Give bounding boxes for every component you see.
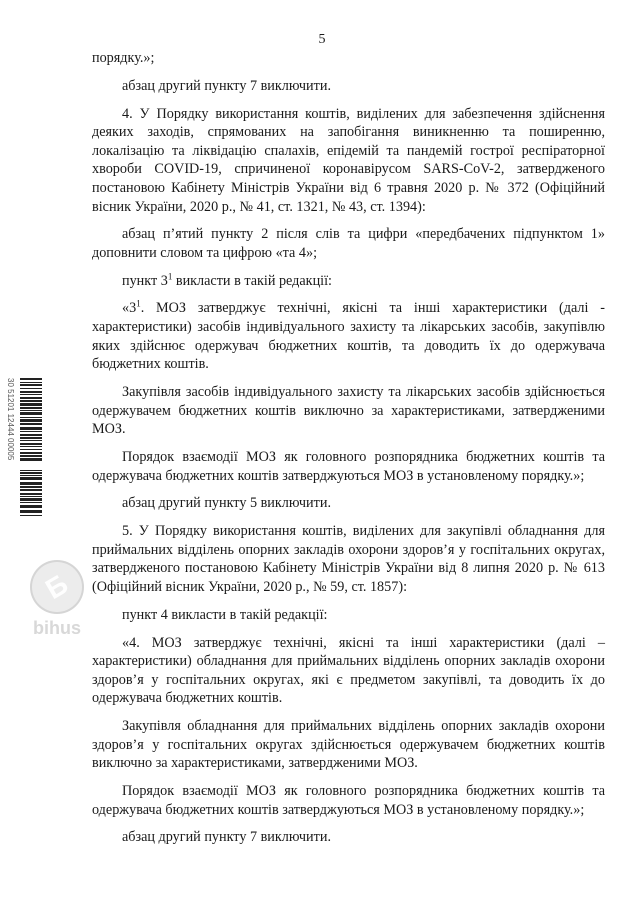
paragraph: Порядок взаємодії МОЗ як головного розпорядника бюджетних коштів та одержувача бюджетних коштів затверджуються МОЗ в установленому порядку.»;: [92, 783, 605, 818]
barcode-bar: [20, 455, 42, 457]
barcode-bar: [20, 515, 42, 516]
barcode-bar: [20, 382, 42, 383]
barcode-bar: [20, 493, 42, 495]
document-body: [92, 49, 605, 856]
barcode-bar: [20, 419, 42, 422]
barcode-bar: [20, 502, 42, 503]
barcode-bar: [20, 452, 42, 454]
barcode-bar: [20, 475, 42, 476]
barcode-bar: [20, 384, 42, 386]
barcode-bar: [20, 486, 42, 488]
text-run: викласти в такій редакції:: [172, 272, 332, 289]
paragraph: абзац другий пункту 5 виключити.: [122, 495, 331, 512]
paragraph: «4. МОЗ затверджує технічні, якісні та інші характеристики (далі – характеристики) обладнання для приймальних відділень опорних закладів охорони здоров’я у госпітальних округах, які є предметом закупівлі, та доводить їх до одержувача бюджетних коштів.: [92, 634, 605, 707]
barcode-bar: [20, 391, 42, 393]
barcode-bar: [20, 417, 42, 418]
barcode-bar: [20, 446, 42, 447]
barcode-bar: [20, 400, 42, 402]
barcode-bar: [20, 394, 42, 395]
barcode-bar: [20, 496, 42, 497]
superscript: 1: [167, 270, 173, 281]
barcode-bar: [20, 505, 42, 508]
barcode-bar: [20, 431, 42, 432]
paragraph: Порядок взаємодії МОЗ як головного розпорядника бюджетних коштів та одержувача бюджетних коштів затверджуються МОЗ в установленому порядку.»;: [92, 449, 605, 484]
paragraph: 5. У Порядку використання коштів, виділених для закупівлі обладнання для приймальних відділень опорних закладів охорони здоров’я у госпітальних округах, затвердженого постановою Кабінету Міністрів України від 8 липня 2020 р. № 613 (Офіційний вісник України, 2020 р., № 59, ст. 1857):: [92, 523, 605, 595]
barcode-bar: [20, 443, 42, 445]
barcode-bar: [20, 437, 42, 439]
paragraph: абзац п’ятий пункту 2 після слів та цифри «передбачених підпунктом 1» доповнити словом та цифрою «та 4»;: [92, 226, 605, 261]
barcode-bar: [20, 388, 42, 389]
barcode-bar: [20, 489, 42, 491]
barcode-bar: [20, 412, 42, 415]
barcode-bar: [20, 482, 42, 485]
barcode-bar: [20, 427, 42, 430]
paragraph: [92, 299, 605, 373]
text-run: «3: [122, 300, 137, 317]
barcode-bar: [20, 470, 42, 471]
paragraph: 4. У Порядку використання коштів, виділених для забезпечення здійснення деяких заходів, спрямованих на запобігання виникненню та поширенню, локалізацію та ліквідацію спалахів, епідемій та пандемій гострої респіраторної хвороби COVID-19, спричиненої коронавірусом SARS-CoV-2, затвердженого постановою Кабінету Міністрів України від 6 травня 2020 р. № 372 (Офіційний вісник України, 2020 р., № 41, ст. 1321, № 43, ст. 1394):: [92, 105, 605, 215]
barcode-bar: [20, 434, 42, 436]
barcode-bar: [20, 440, 42, 441]
barcode-bar: [20, 407, 42, 409]
barcode-bar: [20, 410, 42, 411]
page-number: 5: [318, 32, 326, 47]
barcode-bar: [20, 378, 42, 380]
paragraph: Закупівля обладнання для приймальних відділень опорних закладів охорони здоров’я у госпітальних округах здійснюється одержувачем бюджетних коштів виключно за характеристиками, затвердженими МОЗ.: [92, 718, 605, 772]
text-run: пункт 3: [122, 272, 168, 289]
barcode-bar: [20, 510, 42, 513]
barcode-number: 30 51201 12444 00005: [6, 378, 15, 461]
barcode-bar: [20, 397, 42, 399]
barcode-bar: [20, 477, 42, 480]
paragraph: абзац другий пункту 7 виключити.: [122, 829, 331, 846]
watermark-text: bihus: [33, 618, 81, 638]
paragraph: [92, 272, 605, 291]
paragraph: пункт 4 викласти в такій редакції:: [122, 606, 328, 623]
barcode-bar: [20, 423, 42, 425]
barcode-bar: [20, 449, 42, 450]
watermark-logo: [30, 560, 84, 614]
superscript: 1: [136, 298, 141, 309]
barcode-bar: [20, 403, 42, 406]
text-run: . МОЗ затверджує технічні, якісні та інші характеристики (далі - характеристики) засобів індивідуального захисту та лікарських засобів, закупівлю яких здійснює одержувач бюджетних коштів, та доводить їх до одержувача бюджетних коштів.: [92, 300, 605, 373]
watermark-logo-glyph: Б: [40, 568, 74, 606]
paragraph: абзац другий пункту 7 виключити.: [122, 77, 331, 94]
barcode-bar: [20, 458, 42, 461]
barcode-bar: [20, 498, 42, 501]
paragraph: порядку.»;: [92, 50, 155, 66]
paragraph: Закупівля засобів індивідуального захисту та лікарських засобів здійснюється одержувачем бюджетних коштів виключно за характеристиками, затвердженими МОЗ.: [92, 384, 605, 438]
barcode: [20, 378, 42, 516]
barcode-bar: [20, 472, 42, 474]
